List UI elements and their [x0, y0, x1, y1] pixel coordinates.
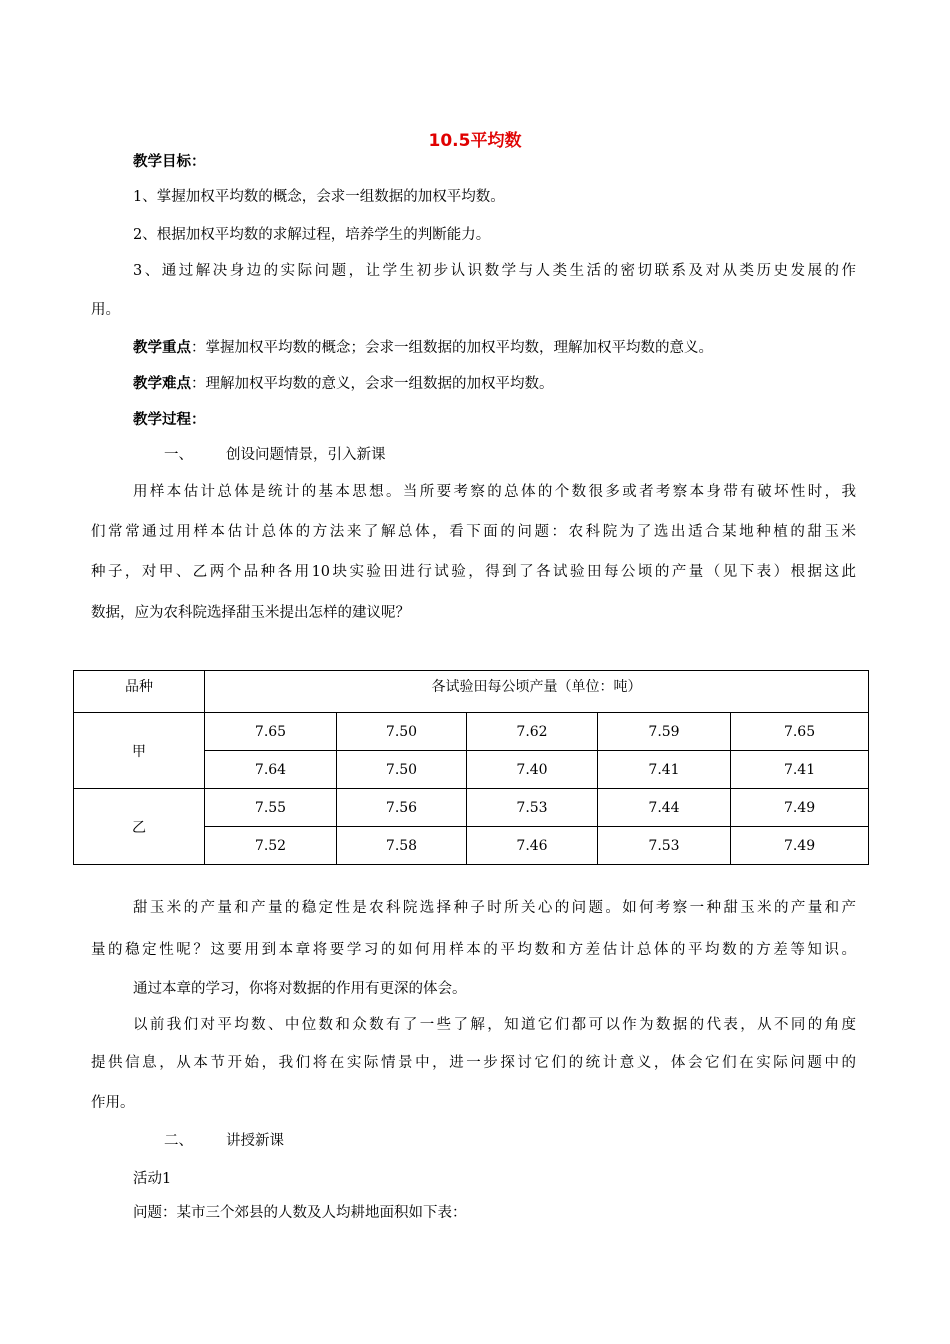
yield-cell: 7.50	[337, 713, 467, 751]
yield-header: 各试验田每公顷产量（单位：吨）	[205, 671, 869, 713]
intro-line: 用样本估计总体是统计的基本思想。当所要考察的总体的个数很多或者考察本身带有破坏性时，我	[133, 484, 856, 500]
yield-cell: 7.62	[467, 713, 598, 751]
yield-cell: 7.50	[337, 751, 467, 789]
objective-item: 3、通过解决身边的实际问题，让学生初步认识数学与人类生活的密切联系及对从类历史发展的作	[133, 263, 856, 279]
process-heading: 教学过程：	[133, 411, 206, 428]
section1-number: 一、	[164, 447, 193, 463]
variety-jia: 甲	[74, 713, 205, 789]
paragraph-line: 甜玉米的产量和产量的稳定性是农科院选择种子时所关心的问题。如何考察一种甜玉米的产量和产	[133, 900, 856, 916]
paragraph-line: 作用。	[91, 1095, 135, 1111]
yield-cell: 7.52	[205, 827, 337, 865]
table-header-row	[74, 671, 869, 713]
paragraph-line: 通过本章的学习，你将对数据的作用有更深的体会。	[133, 981, 467, 997]
yield-cell: 7.40	[467, 751, 598, 789]
paragraph-line: 提供信息，从本节开始，我们将在实际情景中，进一步探讨它们的统计意义，体会它们在实际问题中的	[91, 1055, 856, 1071]
objectives-heading: 教学目标：	[133, 153, 206, 170]
variety-header: 品种	[74, 671, 205, 713]
yield-cell: 7.53	[467, 789, 598, 827]
activity-label: 活动1	[133, 1171, 172, 1187]
yield-cell: 7.64	[205, 751, 337, 789]
yield-cell: 7.49	[731, 827, 869, 865]
section1-title: 创设问题情景，引入新课	[226, 447, 386, 463]
objective-item: 1、掌握加权平均数的概念，会求一组数据的加权平均数。	[133, 189, 505, 205]
yield-cell: 7.56	[337, 789, 467, 827]
intro-line: 们常常通过用样本估计总体的方法来了解总体，看下面的问题：农科院为了选出适合某地种植的甜玉米	[91, 524, 856, 540]
question-text: 问题：某市三个郊县的人数及人均耕地面积如下表：	[133, 1205, 467, 1221]
difficulty-text: ：理解加权平均数的意义，会求一组数据的加权平均数。	[191, 376, 554, 392]
page-title: 10.5平均数	[428, 131, 522, 151]
paragraph-line: 以前我们对平均数、中位数和众数有了一些了解，知道它们都可以作为数据的代表，从不同的角度	[133, 1017, 856, 1033]
yield-cell: 7.49	[731, 789, 869, 827]
section2-title: 讲授新课	[226, 1133, 284, 1149]
yield-cell: 7.65	[731, 713, 869, 751]
yield-cell: 7.55	[205, 789, 337, 827]
yield-cell: 7.53	[598, 827, 731, 865]
table-row	[74, 789, 869, 827]
yield-cell: 7.58	[337, 827, 467, 865]
paragraph-line: 量的稳定性呢？这要用到本章将要学习的如何用样本的平均数和方差估计总体的平均数的方差等知识。	[91, 942, 856, 958]
table-row	[74, 713, 869, 751]
objective-item: 用。	[91, 302, 120, 318]
yield-cell: 7.59	[598, 713, 731, 751]
yield-cell: 7.41	[731, 751, 869, 789]
key-point-text: ：掌握加权平均数的概念；会求一组数据的加权平均数，理解加权平均数的意义。	[191, 340, 713, 356]
difficulty-label: 教学难点	[133, 375, 191, 392]
key-point-label: 教学重点	[133, 339, 191, 356]
yield-table	[73, 670, 869, 865]
key-point	[133, 338, 713, 358]
variety-yi: 乙	[74, 789, 205, 865]
intro-line: 种子，对甲、乙两个品种各用10块实验田进行试验，得到了各试验田每公顷的产量（见下表）根据这此	[91, 564, 856, 580]
yield-cell: 7.65	[205, 713, 337, 751]
yield-cell: 7.44	[598, 789, 731, 827]
yield-cell: 7.41	[598, 751, 731, 789]
intro-line: 数据，应为农科院选择甜玉米提出怎样的建议呢？	[91, 605, 410, 621]
objective-item: 2、根据加权平均数的求解过程，培养学生的判断能力。	[133, 227, 491, 243]
difficulty	[133, 374, 554, 394]
yield-cell: 7.46	[467, 827, 598, 865]
section2-number: 二、	[164, 1133, 193, 1149]
